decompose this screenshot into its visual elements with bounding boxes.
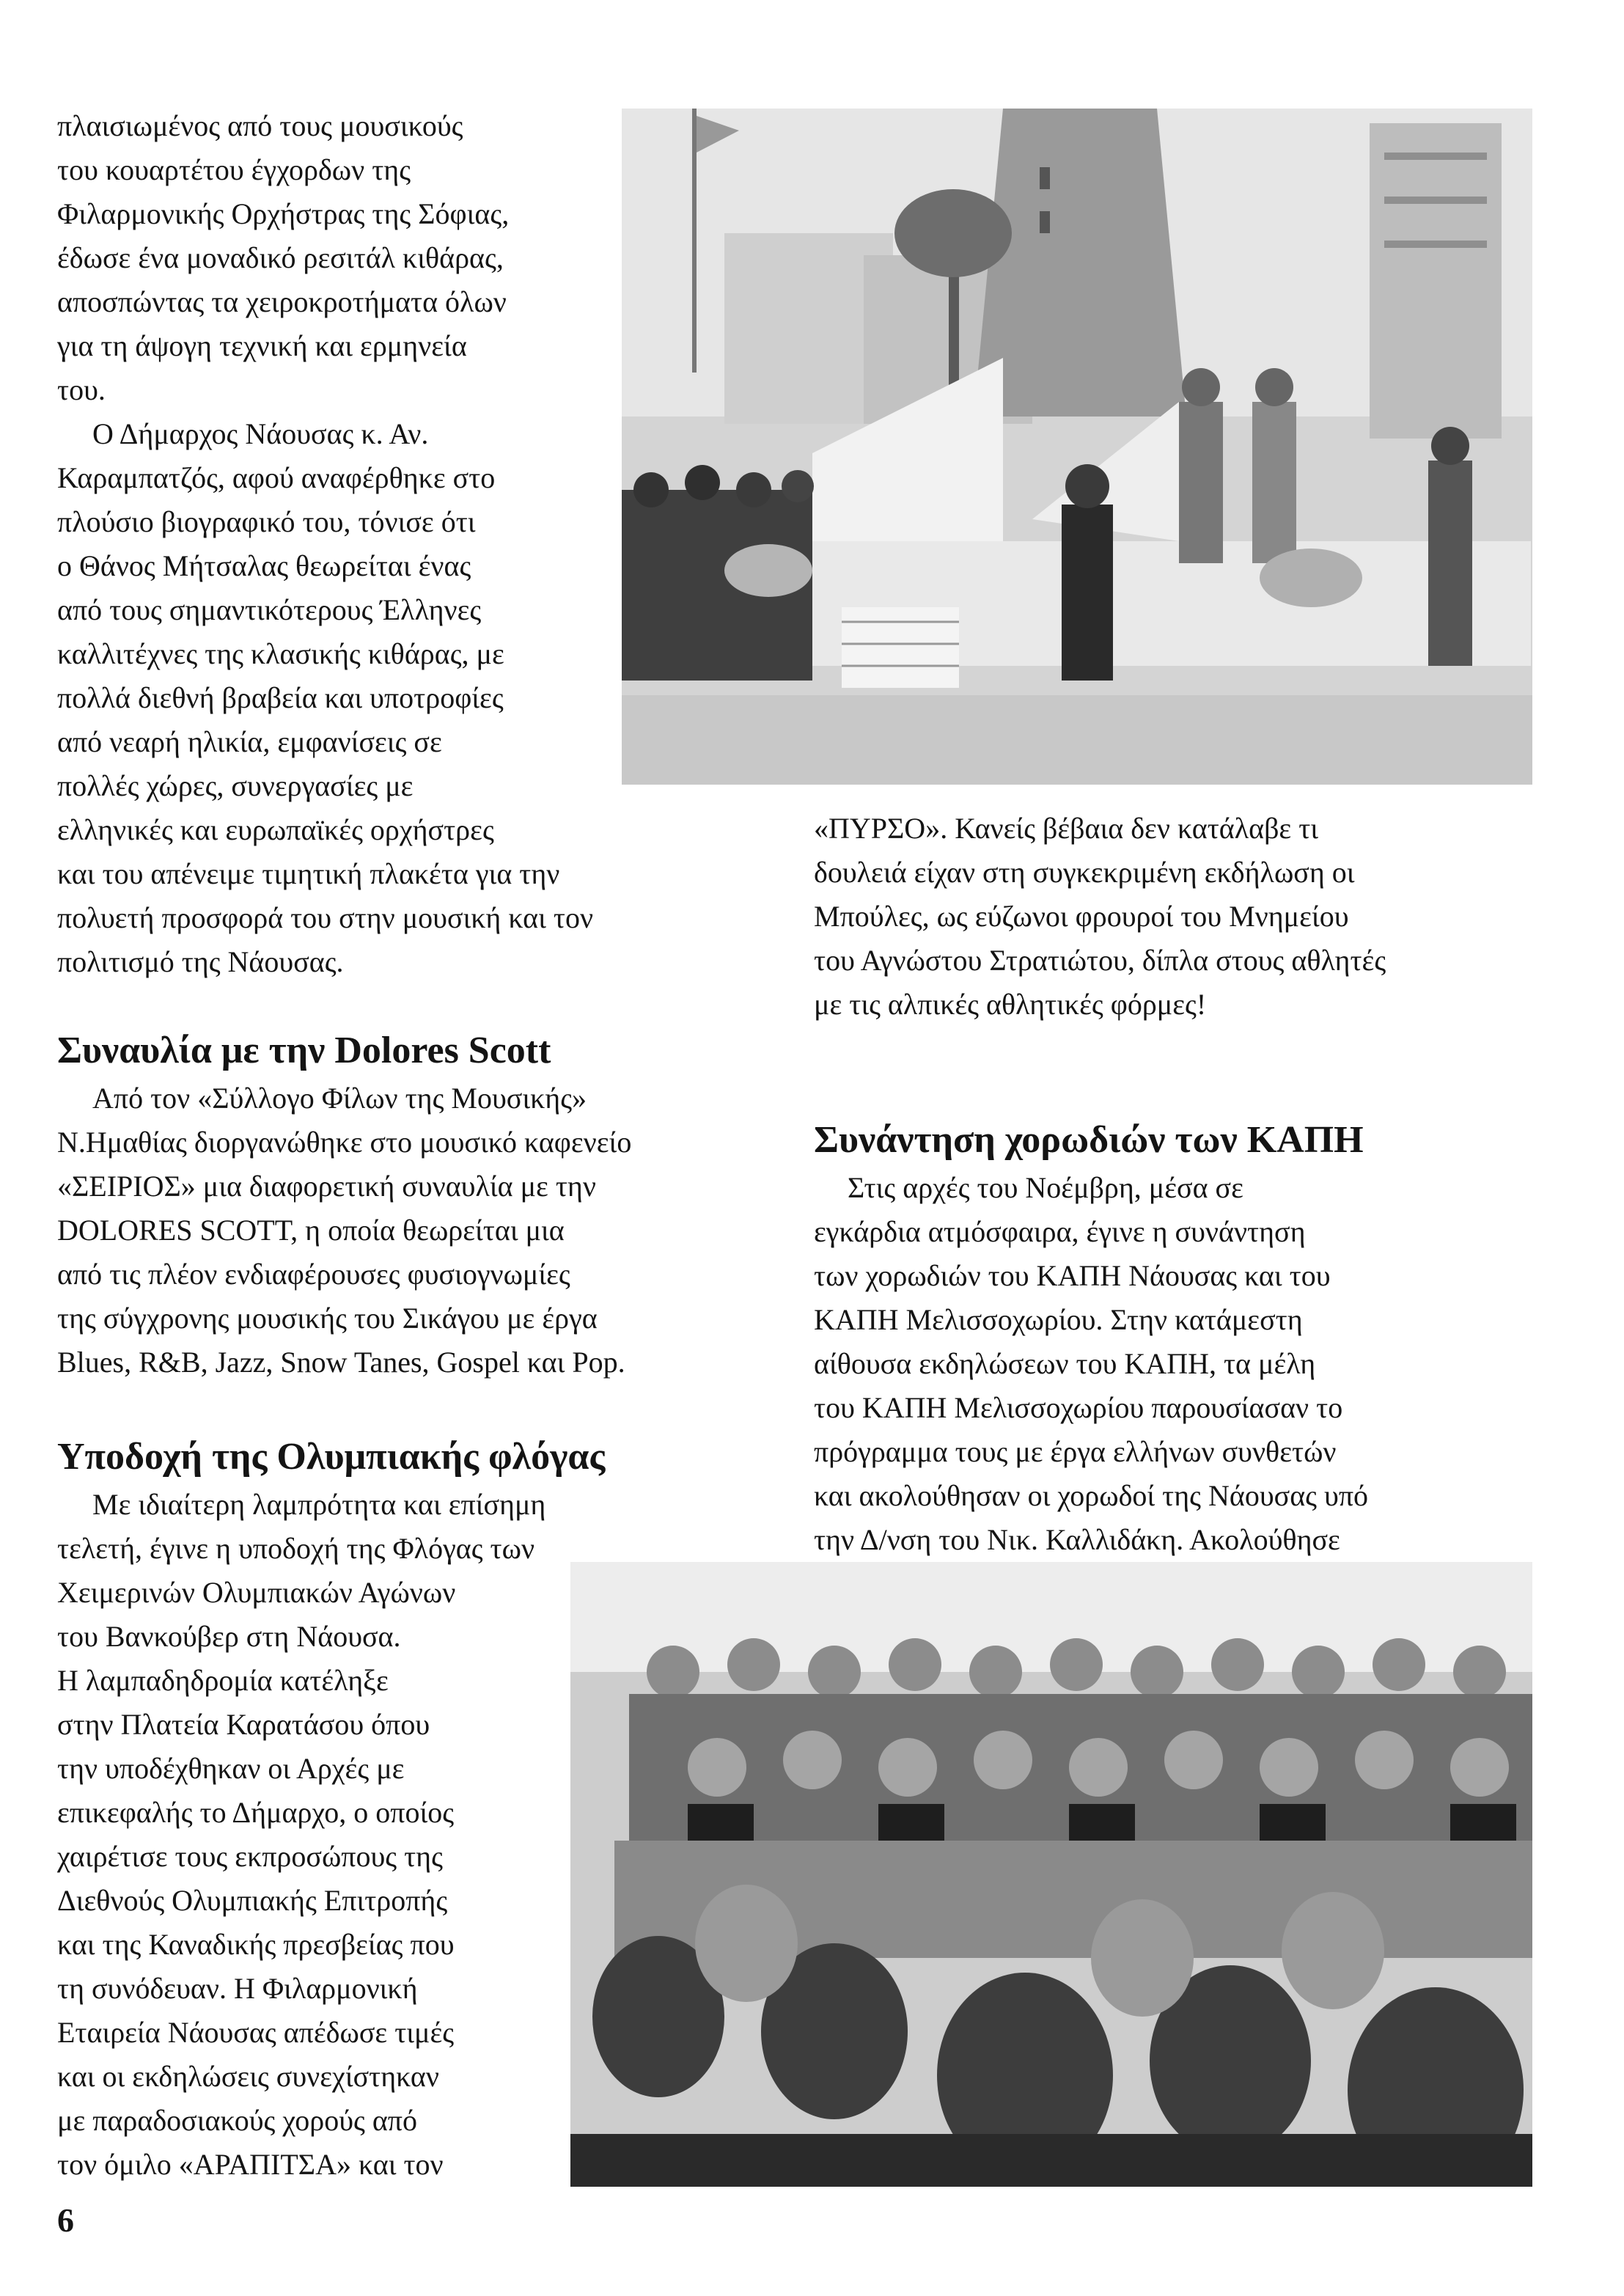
choir-photo [570,1562,1532,2187]
text-line: Διεθνούς Ολυμπιακής Επιτροπής [57,1884,448,1917]
text-line: Ν.Ημαθίας διοργανώθηκε στο μουσικό καφενείο [57,1126,632,1159]
text-line: τον όμιλο «ΑΡΑΠΙΤΣΑ» και τον [57,2148,444,2181]
text-line: με παραδοσιακούς χορούς από [57,2104,417,2137]
text-line: εγκάρδια ατμόσφαιρα, έγινε η συνάντηση [814,1215,1306,1248]
text-line: στην Πλατεία Καρατάσου όπου [57,1708,430,1741]
text-line: Εταιρεία Νάουσας απέδωσε τιμές [57,2016,455,2049]
text-line: από τους σημαντικότερους Έλληνες [57,593,482,626]
text-line: για τη άψογη τεχνική και ερμηνεία [57,329,467,362]
text-line: Καραμπατζός, αφού αναφέρθηκε στο [57,461,496,494]
text-line: πολυετή προσφορά του στην μουσική και τον [57,901,594,934]
text-line: τη συνόδευαν. Η Φιλαρμονική [57,1972,418,2005]
ceremony-photo-illustration [622,109,1532,785]
text-line: «ΣΕΙΡΙΟΣ» μια διαφορετική συναυλία με την [57,1170,596,1203]
text-line: Η λαμπαδηδρομία κατέληξε [57,1664,389,1697]
text-line: πρόγραμμα τους με έργα ελλήνων συνθετών [814,1435,1337,1468]
text-line: και οι εκδηλώσεις συνεχίστηκαν [57,2060,439,2093]
text-line: Μπούλες, ως εύζωνοι φρουροί του Μνημείου [814,900,1349,933]
text-line: Χειμερινών Ολυμπιακών Αγώνων [57,1576,456,1609]
text-line: Φιλαρμονικής Ορχήστρας της Σόφιας, [57,197,510,230]
text-line: από νεαρή ηλικία, εμφανίσεις σε [57,725,442,758]
text-line: την Δ/νση του Νικ. Καλλιδάκη. Ακολούθησε [814,1523,1340,1556]
text-line: με τις αλπικές αθλητικές φόρμες! [814,988,1207,1021]
text-line: ΚΑΠΗ Μελισσοχωρίου. Στην κατάμεστη [814,1303,1303,1336]
text-line: Ο Δήμαρχος Νάουσας κ. Αν. [92,417,429,450]
text-line: του Βανκούβερ στη Νάουσα. [57,1620,401,1653]
text-line: την υποδέχθηκαν οι Αρχές με [57,1752,405,1785]
text-line: τελετή, έγινε η υποδοχή της Φλόγας των [57,1532,535,1565]
text-line: επικεφαλής το Δήμαρχο, ο οποίος [57,1796,455,1829]
text-line: του. [57,373,106,406]
text-line: του ΚΑΠΗ Μελισσοχωρίου παρουσίασαν το [814,1391,1343,1424]
text-line: πλαισιωμένος από τους μουσικούς [57,109,463,142]
ceremony-photo [622,109,1532,785]
choirs-heading: Συνάντηση χορωδιών των ΚΑΠΗ [814,1119,1364,1161]
text-line: έδωσε ένα μοναδικό ρεσιτάλ κιθάρας, [57,241,504,274]
text-line: πολλά διεθνή βραβεία και υποτροφίες [57,681,504,714]
text-line: αποσπώντας τα χειροκροτήματα όλων [57,285,507,318]
text-line: από τις πλέον ενδιαφέρουσες φυσιογνωμίες [57,1258,570,1291]
page-number: 6 [57,2201,74,2239]
text-line: αίθουσα εκδηλώσεων του ΚΑΠΗ, τα μέλη [814,1347,1316,1380]
text-line: Με ιδιαίτερη λαμπρότητα και επίσημη [92,1488,546,1521]
text-line: και της Καναδικής πρεσβείας που [57,1928,455,1961]
text-line: του Αγνώστου Στρατιώτου, δίπλα στους αθλητές [814,944,1386,977]
text-line: της σύγχρονης μουσικής του Σικάγου με έργα [57,1302,598,1335]
text-line: δουλειά είχαν στη συγκεκριμένη εκδήλωση οι [814,856,1355,889]
text-line: Από τον «Σύλλογο Φίλων της Μουσικής» [92,1082,587,1115]
choir-photo-illustration [570,1562,1532,2187]
text-line: DOLORES SCOTT, η οποία θεωρείται μια [57,1214,565,1247]
text-line: χαιρέτισε τους εκπροσώπους της [57,1840,443,1873]
text-line: και ακολούθησαν οι χορωδοί της Νάουσας υπό [814,1479,1369,1512]
dolores-scott-heading: Συναυλία με την Dolores Scott [57,1030,551,1071]
text-line: Στις αρχές του Νοέμβρη, μέσα σε [848,1171,1243,1204]
text-line: Blues, R&B, Jazz, Snow Tanes, Gospel και Pop. [57,1346,625,1379]
text-line: και του απένειμε τιμητική πλακέτα για την [57,857,560,890]
text-line: «ΠΥΡΣΟ». Κανείς βέβαια δεν κατάλαβε τι [814,812,1319,845]
text-line: ο Θάνος Μήτσαλας θεωρείται ένας [57,549,471,582]
text-line: ελληνικές και ευρωπαϊκές ορχήστρες [57,813,494,846]
text-line: πολιτισμό της Νάουσας. [57,945,344,978]
olympic-flame-heading: Υποδοχή της Ολυμπιακής φλόγας [57,1436,606,1478]
text-line: του κουαρτέτου έγχορδων της [57,153,411,186]
text-line: πλούσιο βιογραφικό του, τόνισε ότι [57,505,476,538]
text-line: των χορωδιών του ΚΑΠΗ Νάουσας και του [814,1259,1331,1292]
text-line: πολλές χώρες, συνεργασίες με [57,769,414,802]
text-line: καλλιτέχνες της κλασικής κιθάρας, με [57,637,504,670]
